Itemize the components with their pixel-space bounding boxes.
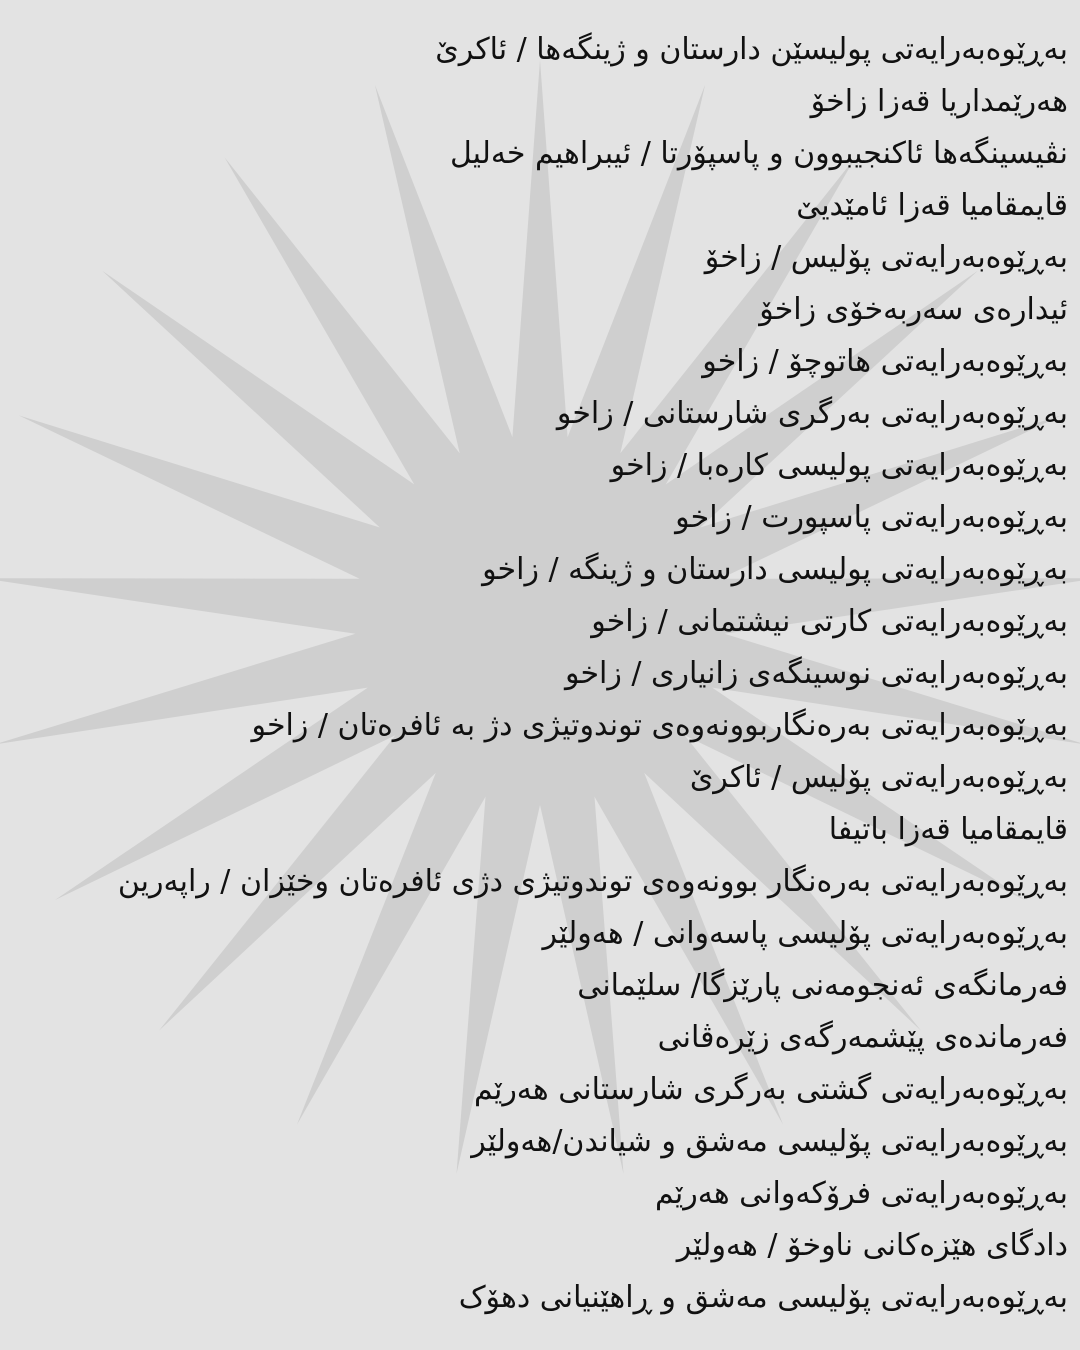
list-item: بەڕێوەبەرایەتی پاسپورت / زاخو [675, 500, 1068, 535]
list-item: ئیدارەی سەربەخۆی زاخۆ [759, 292, 1068, 327]
list-item: بەڕێوەبەرایەتی بەرگری شارستانی / زاخو [556, 396, 1068, 431]
list-item: بەڕێوەبەرایەتی بەرەنگار بوونەوەی توندوتیژی دژی ئافرەتان وخێزان / راپەرین [117, 864, 1068, 899]
list-item: بەڕێوەبەرایەتی پۆلیسی مەشق و ڕاهێنیانی دهۆک [458, 1280, 1068, 1315]
list-item: فەرماندەی پێشمەرگەی زێرەڤانی [657, 1020, 1068, 1055]
list-item: بەڕێوەبەرایەتی پۆلیس / ئاکرێ [689, 760, 1068, 795]
list-item: هەرێمداریا قەزا زاخۆ [810, 84, 1068, 119]
list-item: بەڕێوەبەرایەتی فرۆکەوانی هەرێم [654, 1176, 1068, 1211]
list-item: بەڕێوەبەرایەتی گشتی بەرگری شارستانی هەرێم [474, 1072, 1068, 1107]
list-item: نڤیسینگەها ئاکنجیبوون و پاسپۆرتا / ئیبراهیم خەلیل [449, 136, 1068, 171]
list-item: بەڕێوەبەرایەتی کارتی نیشتمانی / زاخو [591, 604, 1068, 639]
list-item: بەڕێوەبەرایەتی بەرەنگاربوونەوەی توندوتیژی دژ بە ئافرەتان / زاخو [251, 708, 1068, 743]
list-item: فەرمانگەی ئەنجومەنی پارێزگا/ سلێمانی [577, 968, 1068, 1003]
list-item: بەڕێوەبەرایەتی پولیسی دارستان و ژینگە / زاخو [482, 552, 1068, 587]
list-item: بەڕێوەبەرایەتی پولیسێن دارستان و ژینگەها / ئاکرێ [435, 32, 1068, 67]
list-item: بەڕێوەبەرایەتی پۆلیسی پاسەوانی / هەولێر [542, 916, 1068, 951]
list-item: بەڕێوەبەرایەتی پولیسی کارەبا / زاخو [610, 448, 1068, 483]
list-item: بەڕێوەبەرایەتی پۆلیس / زاخۆ [704, 240, 1068, 275]
list-item: بەڕێوەبەرایەتی پۆلیسی مەشق و شیاندن/هەولێر [471, 1124, 1068, 1159]
list-item: قایمقامیا قەزا ئامێدیێ [796, 188, 1068, 223]
list-item: دادگای هێزەکانی ناوخۆ / هەولێر [676, 1228, 1068, 1263]
list-item: قایمقامیا قەزا باتیفا [828, 812, 1068, 847]
list-item: بەڕێوەبەرایەتی نوسینگەی زانیاری / زاخو [564, 656, 1068, 691]
list-item: بەڕێوەبەرایەتی هاتوچۆ / زاخو [702, 344, 1068, 379]
